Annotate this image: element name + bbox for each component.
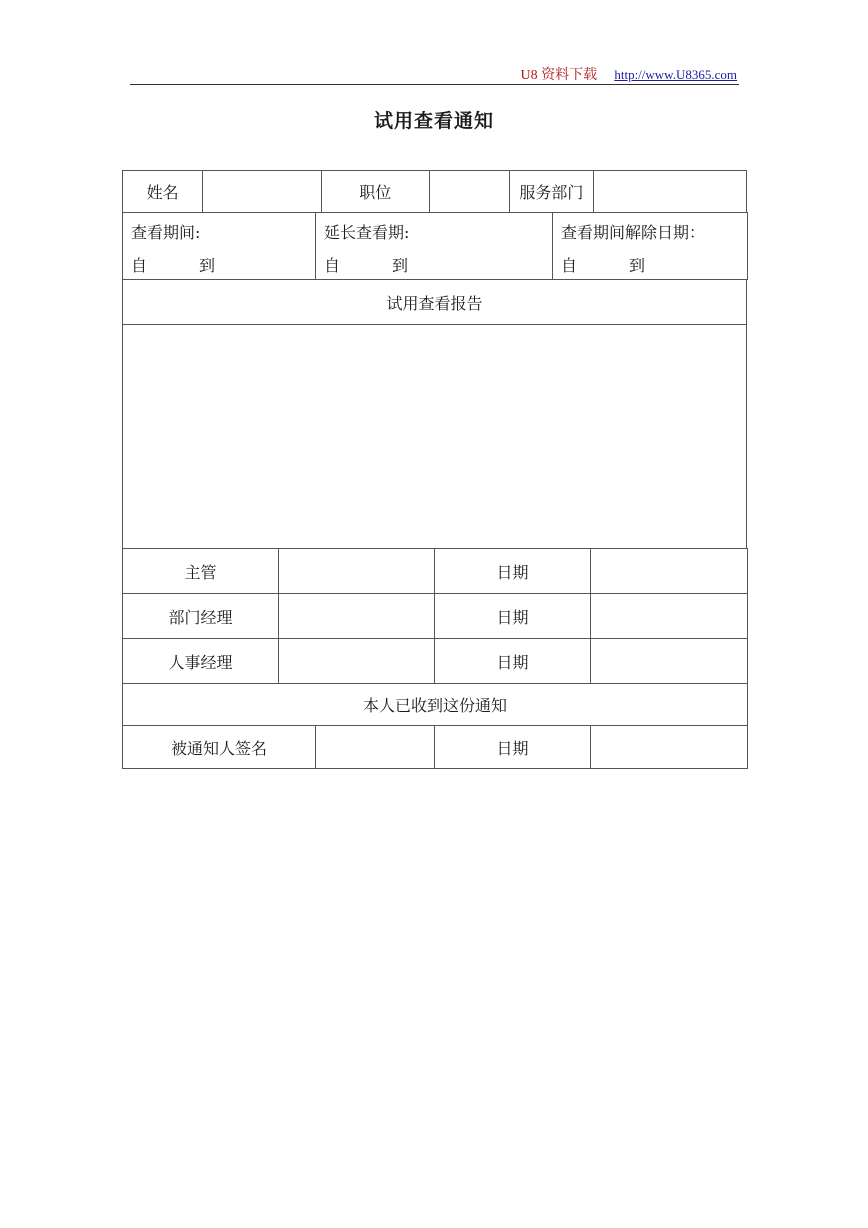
date-label: 日期 (435, 726, 591, 769)
approval-row (123, 594, 748, 639)
site-name: U8 资料下载 (520, 68, 598, 83)
review-period-range (131, 253, 215, 276)
release-date-range (561, 253, 645, 276)
dept-manager-date-field[interactable] (591, 594, 748, 639)
dept-manager-label: 部门经理 (123, 594, 279, 639)
date-label: 日期 (435, 594, 591, 639)
from-label: 自 (131, 256, 148, 275)
site-url-link[interactable]: http://www.U8365.com (614, 67, 737, 82)
extended-period-range (324, 253, 408, 276)
from-label: 自 (324, 256, 341, 275)
from-label: 自 (561, 256, 578, 275)
report-body-field[interactable] (123, 325, 747, 549)
position-label: 职位 (321, 171, 429, 213)
approvals-table (122, 548, 748, 684)
report-heading: 试用查看报告 (123, 280, 747, 325)
page-header (130, 62, 739, 85)
notified-signature-label: 被通知人签名 (123, 726, 316, 769)
header-source (520, 64, 737, 84)
hr-manager-label: 人事经理 (123, 639, 279, 684)
notified-date-field[interactable] (591, 726, 748, 769)
supervisor-signature-field[interactable] (279, 549, 435, 594)
probation-notice-form (122, 170, 747, 769)
name-field[interactable] (203, 171, 321, 213)
to-label: 到 (199, 256, 216, 275)
to-label: 到 (392, 256, 409, 275)
review-period-label: 查看期间: (131, 223, 201, 242)
employee-info-table (122, 170, 747, 213)
position-field[interactable] (429, 171, 509, 213)
extended-period-label: 延长查看期: (324, 223, 410, 242)
supervisor-date-field[interactable] (591, 549, 748, 594)
review-period-cell[interactable] (123, 213, 316, 280)
acknowledgement-table (122, 683, 748, 769)
report-table (122, 279, 747, 549)
extended-period-cell[interactable] (316, 213, 553, 280)
name-label: 姓名 (123, 171, 203, 213)
date-label: 日期 (435, 549, 591, 594)
acknowledgement-text: 本人已收到这份通知 (123, 684, 748, 726)
department-field[interactable] (593, 171, 746, 213)
periods-table (122, 212, 748, 280)
date-label: 日期 (435, 639, 591, 684)
to-label: 到 (629, 256, 646, 275)
notified-signature-field[interactable] (316, 726, 435, 769)
approval-row (123, 639, 748, 684)
release-date-label: 查看期间解除日期： (561, 223, 706, 242)
approval-row (123, 549, 748, 594)
release-date-cell[interactable] (553, 213, 748, 280)
department-label: 服务部门 (510, 171, 593, 213)
hr-manager-date-field[interactable] (591, 639, 748, 684)
page-title: 试用查看通知 (373, 110, 494, 132)
dept-manager-signature-field[interactable] (279, 594, 435, 639)
supervisor-label: 主管 (123, 549, 279, 594)
hr-manager-signature-field[interactable] (279, 639, 435, 684)
